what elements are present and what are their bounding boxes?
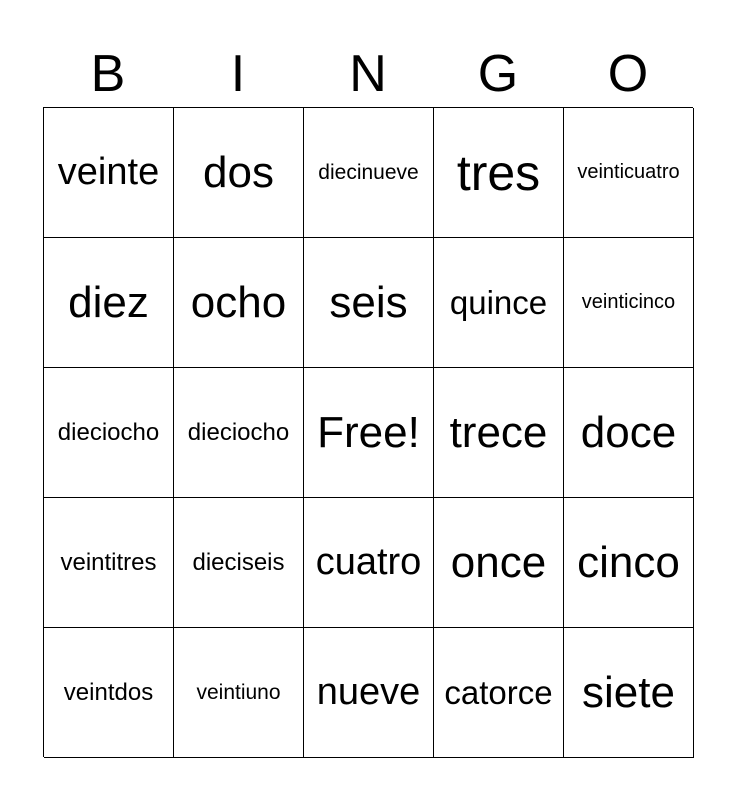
bingo-cell: veinte: [44, 108, 174, 238]
header-letter-b: B: [90, 45, 126, 103]
bingo-cell: tres: [434, 108, 564, 238]
header-letter-i: I: [230, 45, 246, 103]
bingo-header: [43, 40, 693, 108]
bingo-cell: veinticuatro: [564, 108, 694, 238]
header-letter-g: G: [477, 45, 519, 103]
bingo-card-grid: [43, 107, 693, 757]
bingo-cell: cinco: [564, 498, 694, 628]
bingo-cell: nueve: [304, 628, 434, 758]
bingo-cell: once: [434, 498, 564, 628]
bingo-cell: siete: [564, 628, 694, 758]
bingo-cell: cuatro: [304, 498, 434, 628]
bingo-cell: dos: [174, 108, 304, 238]
bingo-cell: veintitres: [44, 498, 174, 628]
bingo-cell: seis: [304, 238, 434, 368]
bingo-cell: doce: [564, 368, 694, 498]
bingo-cell: ocho: [174, 238, 304, 368]
bingo-cell: dieciocho: [44, 368, 174, 498]
header-letter-n: N: [349, 45, 387, 103]
bingo-cell: catorce: [434, 628, 564, 758]
bingo-cell: veintiuno: [174, 628, 304, 758]
header-letter-o: O: [607, 45, 649, 103]
bingo-cell: veintdos: [44, 628, 174, 758]
bingo-cell: veinticinco: [564, 238, 694, 368]
bingo-cell: diez: [44, 238, 174, 368]
bingo-cell: dieciseis: [174, 498, 304, 628]
bingo-cell: quince: [434, 238, 564, 368]
bingo-cell: diecinueve: [304, 108, 434, 238]
bingo-cell: trece: [434, 368, 564, 498]
free-space-cell: Free!: [304, 368, 434, 498]
bingo-cell: dieciocho: [174, 368, 304, 498]
